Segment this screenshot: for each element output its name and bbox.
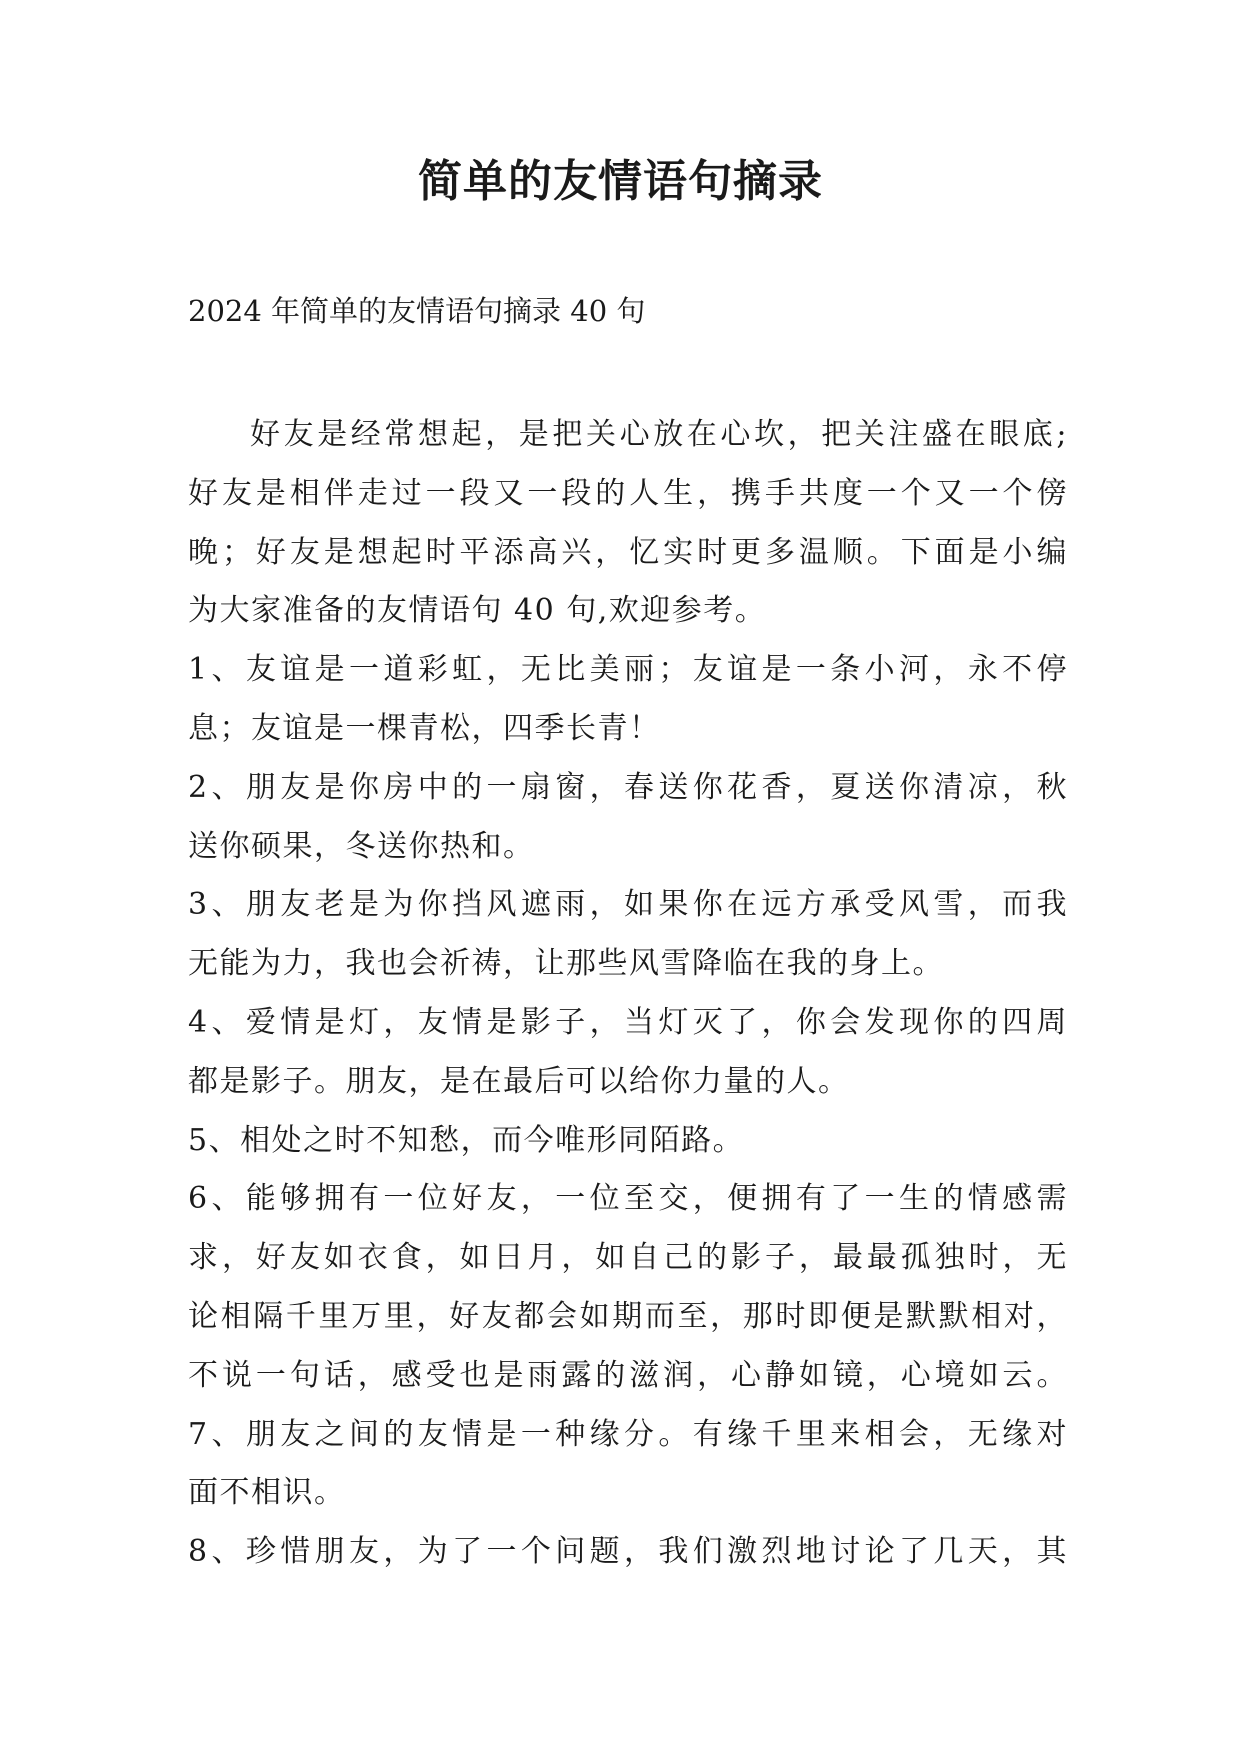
text-line: 都是影子。朋友，是在最后可以给你力量的人。 bbox=[188, 1063, 850, 1099]
text-line: 5、相处之时不知愁，而今唯形同陌路。 bbox=[188, 1122, 745, 1158]
text-line: 面不相识。 bbox=[188, 1475, 346, 1511]
text-line: 晚；好友是想起时平添高兴，忆实时更多温顺。下面是小编 bbox=[188, 534, 1068, 570]
text-line: 1、友谊是一道彩虹，无比美丽；友谊是一条小河，永不停 bbox=[188, 652, 1068, 688]
text-line: 2、朋友是你房中的一扇窗，春送你花香，夏送你清凉，秋 bbox=[188, 769, 1068, 805]
text-line: 送你硕果，冬送你热和。 bbox=[188, 828, 535, 864]
text-line: 8、珍惜朋友，为了一个问题，我们激烈地讨论了几天，其 bbox=[188, 1534, 1068, 1570]
text-line: 6、能够拥有一位好友，一位至交，便拥有了一生的情感需 bbox=[188, 1181, 1068, 1217]
text-line: 4、爱情是灯，友情是影子，当灯灭了，你会发现你的四周 bbox=[188, 1004, 1068, 1040]
text-line: 息；友谊是一棵青松，四季长青！ bbox=[188, 710, 661, 746]
text-line: 无能为力，我也会祈祷，让那些风雪降临在我的身上。 bbox=[188, 946, 944, 982]
document-subtitle: 2024 年简单的友情语句摘录 40 句 bbox=[188, 294, 646, 328]
text-line: 好友是经常想起，是把关心放在心坎，把关注盛在眼底; bbox=[250, 417, 1068, 452]
text-line: 求，好友如衣食，如日月，如自己的影子，最最孤独时，无 bbox=[188, 1240, 1068, 1276]
text-line: 不说一句话，感受也是雨露的滋润，心静如镜，心境如云。 bbox=[188, 1357, 1068, 1393]
text-line: 3、朋友老是为你挡风遮雨，如果你在远方承受风雪，而我 bbox=[188, 887, 1068, 923]
text-line: 论相隔千里万里，好友都会如期而至，那时即便是默默相对， bbox=[188, 1298, 1068, 1334]
text-line: 7、朋友之间的友情是一种缘分。有缘千里来相会，无缘对 bbox=[188, 1416, 1068, 1452]
text-line: 好友是相伴走过一段又一段的人生，携手共度一个又一个傍 bbox=[188, 475, 1068, 511]
document-title: 简单的友情语句摘录 bbox=[418, 156, 823, 207]
text-line: 为大家准备的友情语句 40 句,欢迎参考。 bbox=[188, 593, 767, 629]
document-body bbox=[188, 406, 1068, 1582]
